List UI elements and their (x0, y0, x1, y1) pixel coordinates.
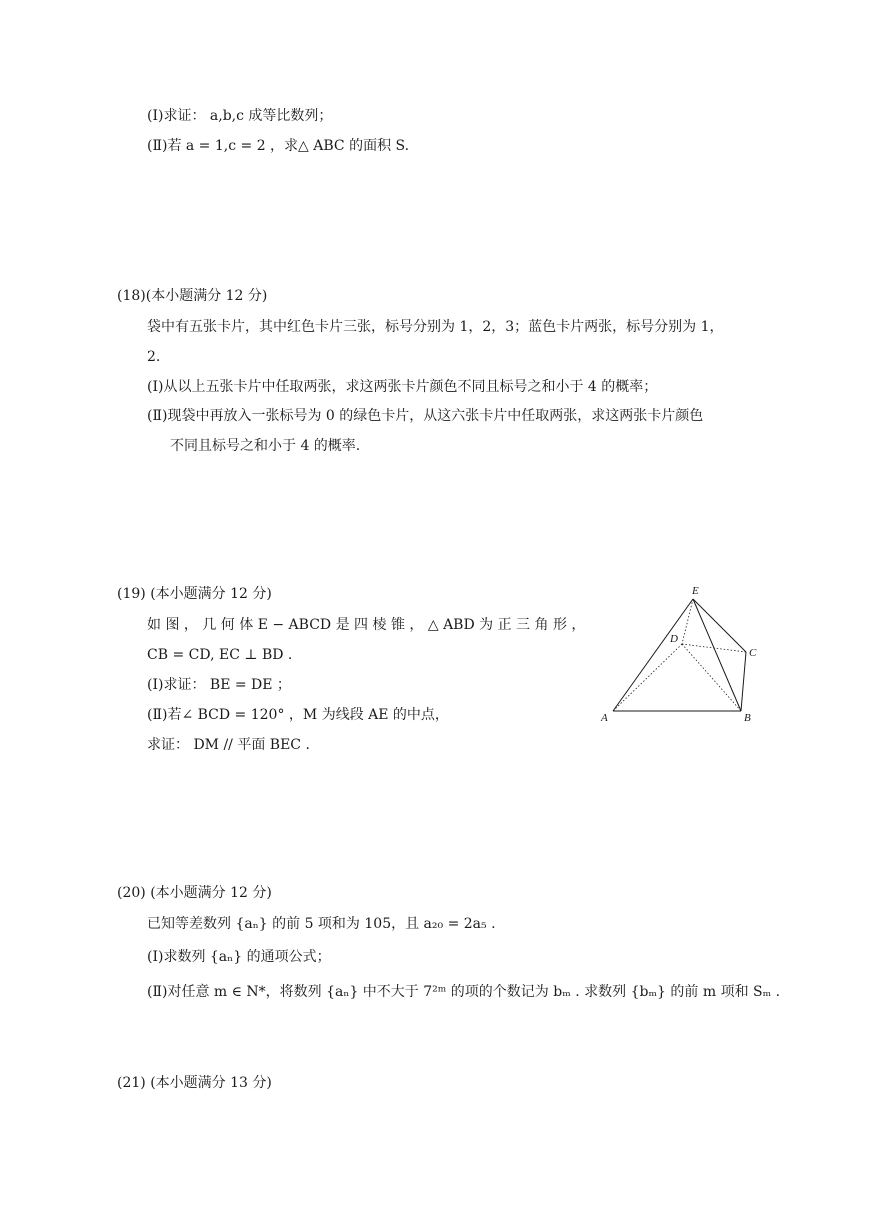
edge-da (613, 644, 682, 711)
q18-part2-line1: (Ⅱ)现袋中再放入一张标号为 0 的绿色卡片，从这六张卡片中任取两张，求这两张卡片颜色 (147, 408, 704, 424)
q18-part2-line2: 不同且标号之和小于 4 的概率. (170, 438, 361, 454)
q20-header: (20) (本小题满分 12 分) (117, 885, 272, 901)
q20-part1: (Ⅰ)求数列 {aₙ} 的通项公式； (147, 949, 331, 965)
label-c: C (749, 647, 757, 659)
q20-part2: (Ⅱ)对任意 m ∈ N*，将数列 {aₙ} 中不大于 7²ᵐ 的项的个数记为 bₘ . 求数列 {bₘ} 的前 m 项和 Sₘ . (147, 984, 781, 1000)
edge-dc (682, 644, 746, 652)
q20-stem: 已知等差数列 {aₙ} 的前 5 项和为 105，且 a₂₀ = 2a₅ . (147, 916, 496, 932)
q19-stem-line2: CB = CD, EC ⊥ BD . (147, 647, 293, 663)
label-d: D (670, 633, 678, 645)
q21-header: (21) (本小题满分 13 分) (117, 1075, 272, 1091)
q19-part2-line1: (Ⅱ)若∠ BCD = 120° ，M 为线段 AE 的中点， (147, 707, 449, 723)
pyramid-figure (598, 582, 768, 724)
q18-part1: (Ⅰ)从以上五张卡片中任取两张，求这两张卡片颜色不同且标号之和小于 4 的概率； (147, 379, 658, 395)
label-a: A (601, 712, 608, 724)
q19-header: (19) (本小题满分 12 分) (117, 586, 272, 602)
q19-part1: (Ⅰ)求证： BE = DE ； (147, 677, 291, 693)
q18-stem-line2: 2. (147, 349, 161, 365)
q19-part2-line2: 求证： DM // 平面 BEC . (147, 737, 310, 753)
edge-ea (613, 599, 693, 711)
label-b: B (744, 712, 751, 724)
edge-eb (693, 599, 741, 711)
edge-ec (693, 599, 746, 652)
q18-stem-line1: 袋中有五张卡片，其中红色卡片三张，标号分别为 1，2，3；蓝色卡片两张，标号分别为 1， (147, 319, 724, 335)
edge-cb (741, 652, 746, 711)
q17-part1: (Ⅰ)求证： a,b,c 成等比数列； (147, 108, 333, 124)
edge-ed (682, 599, 693, 644)
label-e: E (692, 585, 699, 597)
edge-db (682, 644, 741, 711)
q18-header: (18)(本小题满分 12 分) (117, 288, 268, 304)
q19-stem-line1: 如 图 ， 几 何 体 E − ABCD 是 四 棱 锥 ， △ ABD 为 正 三 角 形 ， (147, 617, 586, 633)
q17-part2: (Ⅱ)若 a = 1,c = 2 ，求△ ABC 的面积 S. (147, 138, 410, 154)
